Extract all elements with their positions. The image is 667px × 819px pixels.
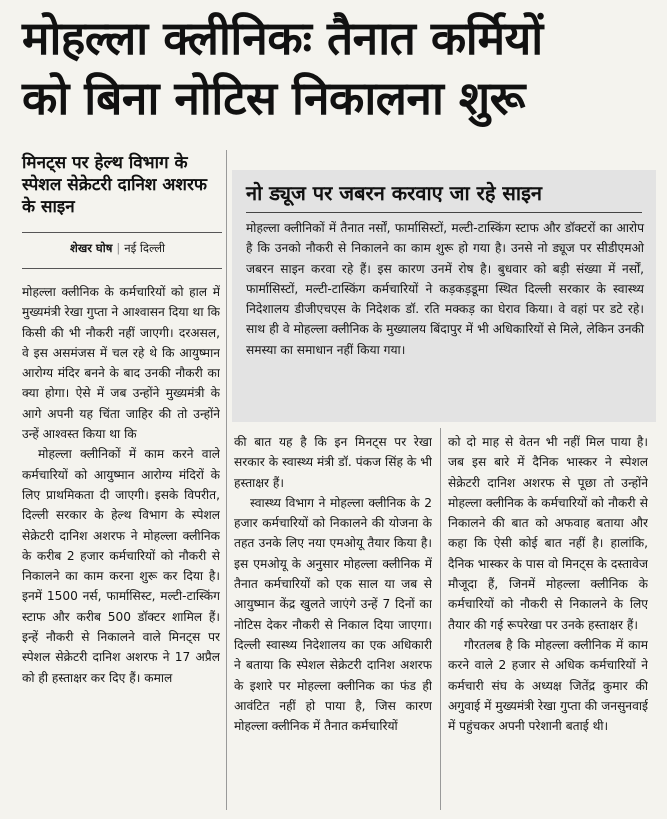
headline-line-2: को बिना नोटिस निकालना शुरू bbox=[22, 71, 525, 125]
byline-top-rule bbox=[22, 232, 222, 233]
column-3-paragraph-2: गौरतलब है कि मोहल्ला क्लीनिक में काम करने वाले 2 हजार से अधिक कर्मचारियों ने कर्मचारी संघ के अध्यक्ष जितेंद्र कुमार की अगुवाई में मुख्यमंत्री रेखा गुप्ता की जनसुनवाई में पहुंचकर अपनी परेशानी बताई थी। bbox=[448, 637, 648, 734]
byline-author: शेखर घोष bbox=[70, 241, 113, 255]
column-2-paragraph-2: स्वास्थ्य विभाग ने मोहल्ला क्लीनिक के 2 हजार कर्मचारियों को निकालने की योजना के तहत उनके लिए नया एमओयू तैयार किया है। इस एमओयू के अनुसार मोहल्ला क्लीनिक में तैनात कर्मचारियों को एक साल या जब से आयुष्मान केंद्र खुलते जाएंगे उन्हें 7 दिनों का नोटिस देकर नौकरी से निकाल दिया जाएगा। दिल्ली स्वास्थ्य निदेशालय का एक अधिकारी ने बताया कि स्पेशल सेक्रेटरी दानिश अशरफ के इशारे पर मोहल्ला क्लीनिक का फंड ही आवंटित नहीं हो पाया है, जिस कारण मोहल्ला क्लीनिक में तैनात कर्मचारियों bbox=[234, 495, 432, 734]
sidebar-box bbox=[232, 170, 656, 422]
byline-separator: | bbox=[116, 241, 121, 255]
headline-line-1: मोहल्ला क्लीनिकः तैनात कर्मियों bbox=[22, 11, 543, 65]
box-body: मोहल्ला क्लीनिकों में तैनात नर्सों, फार्मासिस्टों, मल्टी-टास्किंग स्टाफ और डॉक्टरों का आरोप है कि उनको नौकरी से निकालने का काम शुरू हो गया है। उनसे नो ड्यूज पर सीडीएमओ जबरन साइन करवा रहे हैं। इस कारण उनमें रोष है। बुधवार को बड़ी संख्या में नर्सों, फार्मासिस्टों, मल्टी-टास्किंग कर्मचारियों ने कड़कड़डूमा स्थित दिल्ली सरकार के स्वास्थ्य निदेशालय डीजीएचएस के निदेशक डॉ. रति मक्कड़ का घेराव किया। वे वहां पर डटे रहे। साथ ही वे मोहल्ला क्लीनिक के मुख्यालय बिंदापुर में भी अधिकारियों से मिले, लेकिन उनकी समस्या का समाधान नहीं किया गया। bbox=[246, 221, 644, 357]
byline-location: नई दिल्ली bbox=[124, 241, 165, 255]
column-1-paragraph-2: मोहल्ला क्लीनिकों में काम करने वाले कर्मचारियों को आयुष्मान आरोग्य मंदिरों के लिए प्राथमिकता दी जाएगी। इसके विपरीत, दिल्ली सरकार के हेल्थ विभाग के स्पेशल सेक्रेटरी दानिश अशरफ ने मोहल्ला क्लीनिक के करीब 2 हजार कर्मचारियों को नौकरी से निकालने का काम करना शुरू कर दिया है। इनमें 1500 नर्स, फार्मासिस्ट, मल्टी-टास्किंग स्टाफ और करीब 500 डॉक्टर शामिल हैं। इन्हें नौकरी से निकालने वाले मिनट्स पर स्पेशल सेक्रेटरी दानिश अशरफ ने 17 अप्रैल को ही हस्ताक्षर कर दिए हैं। कमाल bbox=[22, 447, 220, 685]
subheadline: मिनट्स पर हेल्थ विभाग के स्पेशल सेक्रेटरी दानिश अशरफ के साइन bbox=[22, 153, 208, 217]
column-3-paragraph-1: को दो माह से वेतन भी नहीं मिल पाया है। जब इस बारे में दैनिक भास्कर ने स्पेशल सेक्रेटरी दानिश अशरफ से पूछा तो उन्होंने मोहल्ला क्लीनिक के कर्मचारियों को नौकरी से निकालने की बात को अफवाह बताया और कहा कि ऐसी कोई बात नहीं है। हालांकि, दैनिक भास्कर के पास वो मिनट्स के दस्तावेज मौजूदा हैं, जिनमें मोहल्ला क्लीनिक के कर्मचारियों को नौकरी से निकालने के लिए तैयार की गई रूपरेखा पर उनके हस्ताक्षर हैं। bbox=[448, 435, 648, 632]
byline bbox=[70, 240, 240, 256]
byline-bottom-rule bbox=[22, 268, 222, 269]
article-column-3 bbox=[448, 432, 648, 812]
column-2-paragraph-1: की बात यह है कि इन मिनट्स पर रेखा सरकार के स्वास्थ्य मंत्री डॉ. पंकज सिंह के भी हस्ताक्षर हैं। bbox=[234, 435, 432, 490]
column-1-paragraph-1: मोहल्ला क्लीनिक के कर्मचारियों को हाल में मुख्यमंत्री रेखा गुप्ता ने आश्वासन दिया था कि किसी की भी नौकरी नहीं जाएगी। दरअसल, वे इस असमंजस में चल रहे थे कि आयुष्मान आरोग्य मंदिर बनने के बाद उनकी नौकरी का क्या होगा। ऐसे में जब उन्होंने मुख्यमंत्री के आगे अपनी यह चिंता जाहिर की तो उन्होंने उन्हें आश्वस्त किया था कि bbox=[22, 285, 220, 442]
article-column-2 bbox=[234, 432, 432, 812]
box-title: नो ड्यूज पर जबरन करवाए जा रहे साइन bbox=[246, 181, 543, 205]
column-divider-2 bbox=[440, 428, 441, 810]
box-title-rule bbox=[246, 212, 642, 213]
headline bbox=[22, 8, 652, 128]
article-column-1 bbox=[22, 282, 220, 812]
column-divider-1 bbox=[226, 150, 227, 810]
